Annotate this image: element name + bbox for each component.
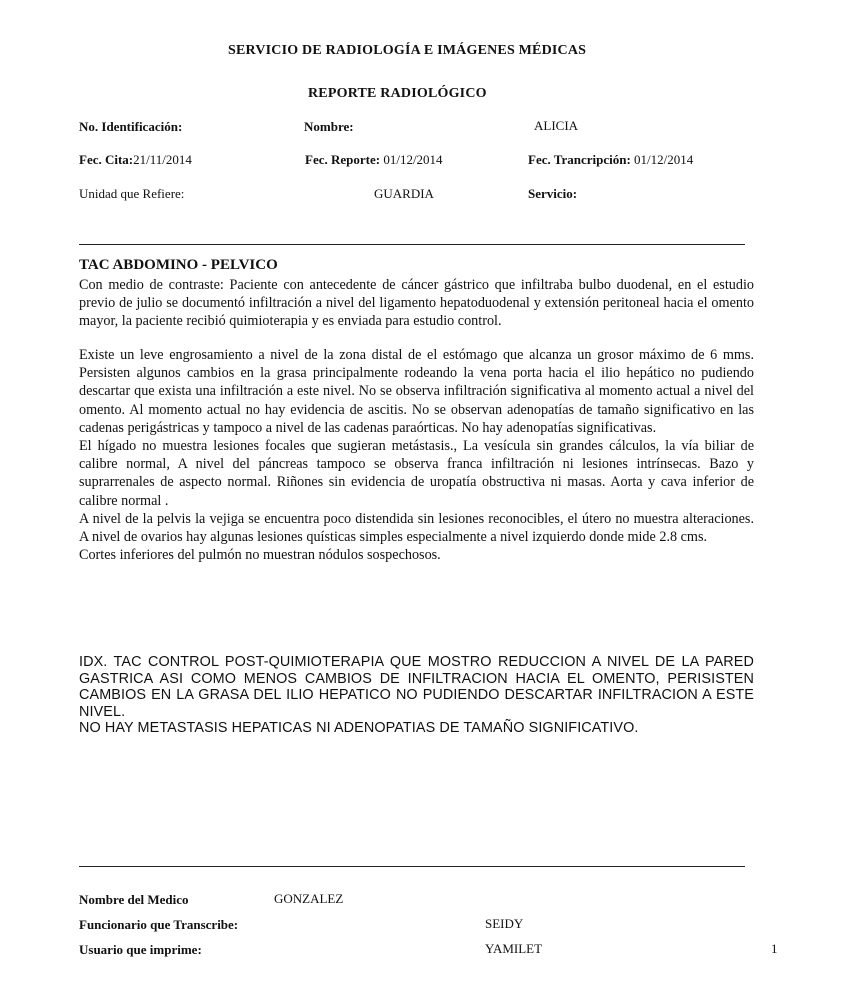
transcripcion-field [528, 152, 693, 168]
impression-text: IDX. TAC CONTROL POST-QUIMIOTERAPIA QUE MOSTRO REDUCCION A NIVEL DE LA PARED GASTRICA ASI COMO MENOS CAMBIOS DE INFILTRACION HACIA EL OMENTO, PERISISTEN CAMBIOS EN LA GRASA DEL ILIO HEPATICO NO PUDIENDO DESCARTAR INFILTRACION A ESTE NIVEL. [79, 654, 754, 720]
id-label: No. Identificación: [79, 119, 183, 134]
study-intro [79, 276, 754, 331]
cita-label: Fec. Cita: [79, 152, 134, 167]
medico-label: Nombre del Medico [79, 892, 189, 907]
reporte-field [305, 152, 443, 168]
funcionario-label: Funcionario que Transcribe: [79, 917, 239, 932]
intro-text: Con medio de contraste: Paciente con antecedente de cáncer gástrico que infiltraba bulbo duodenal, en el estudio previo de julio se documentó infiltración a nivel del ligamento hepatoduodenal y extensión peritoneal hacia el omento mayor, la paciente recibió quimioterapia y es enviada para estudio control. [79, 277, 754, 330]
page-number: 1 [771, 941, 778, 956]
report-title: REPORTE RADIOLÓGICO [308, 86, 487, 101]
impression-block [79, 654, 754, 737]
usuario-value: YAMILET [485, 941, 543, 956]
bottom-divider [79, 866, 745, 867]
servicio-label: Servicio: [528, 186, 578, 201]
transcripcion-value: 01/12/2014 [634, 152, 694, 167]
impression-text-2: NO HAY METASTASIS HEPATICAS NI ADENOPATIAS DE TAMAÑO SIGNIFICATIVO. [79, 720, 639, 737]
name-value: ALICIA [534, 118, 579, 133]
finding-paragraph: Cortes inferiores del pulmón no muestran nódulos sospechosos. [79, 547, 441, 564]
medico-value: GONZALEZ [274, 891, 344, 906]
reporte-label: Fec. Reporte: [305, 152, 381, 167]
service-title: SERVICIO DE RADIOLOGÍA E IMÁGENES MÉDICAS [228, 43, 587, 58]
finding-paragraph: Existe un leve engrosamiento a nivel de la zona distal de el estómago que alcanza un grosor máximo de 6 mms. Persisten algunos cambios en la grasa principalmente rodeando la vena porta hacia el ilio hepático no pudiendo descartar que exista una infiltración a este nivel. No se observa infiltración significativa al momento actual a nivel del omento. Al momento actual no hay evidencia de ascitis. No se observan adenopatías de tamaño significativo en las cadenas perigástricas y tampoco a nivel de las cadenas paraórticas. No hay adenopatías significativas. [79, 347, 754, 436]
unidad-value: GUARDIA [374, 186, 434, 201]
reporte-value: 01/12/2014 [383, 152, 443, 167]
funcionario-value: SEIDY [485, 916, 524, 931]
finding-paragraph: A nivel de la pelvis la vejiga se encuentra poco distendida sin lesiones reconocibles, el útero no muestra alteraciones. A nivel de ovarios hay algunas lesiones quísticas simples especialmente a nivel izquierdo donde mide 2.8 cms. [79, 510, 754, 546]
study-title: TAC ABDOMINO - PELVICO [79, 257, 278, 273]
usuario-label: Usuario que imprime: [79, 942, 202, 957]
name-label: Nombre: [304, 119, 354, 134]
study-findings [79, 346, 754, 564]
unidad-label: Unidad que Refiere: [79, 186, 185, 201]
top-divider [79, 244, 745, 245]
cita-value: 21/11/2014 [133, 152, 192, 167]
cita-field [79, 152, 192, 168]
transcripcion-label: Fec. Trancripción: [528, 152, 631, 167]
finding-paragraph: El hígado no muestra lesiones focales que sugieran metástasis., La vesícula sin grandes cálculos, la vía biliar de calibre normal, A nivel del páncreas tampoco se observa franca infiltración ni lesiones intrínsecas. Bazo y suprarrenales de aspecto normal. Riñones sin evidencia de uropatía obstructiva ni masas. Aorta y cava inferior de calibre normal . [79, 438, 754, 509]
